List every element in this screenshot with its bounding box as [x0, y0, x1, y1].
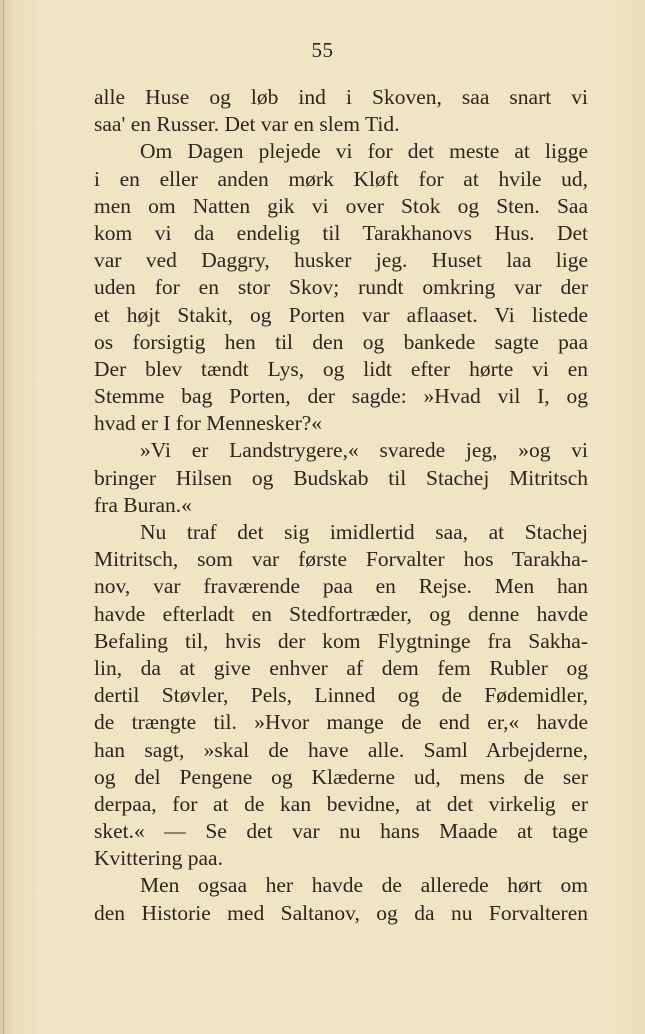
- text-line: Mitritsch, som var første Forvalter hos Tarakha-: [94, 547, 588, 572]
- text-line: Om Dagen plejede vi for det meste at ligge: [140, 139, 588, 164]
- text-line: sket.« — Se det var nu hans Maade at tage: [94, 819, 588, 844]
- text-line: og del Pengene og Klæderne ud, mens de ser: [94, 764, 588, 789]
- text-line: var ved Daggry, husker jeg. Huset laa lige: [94, 248, 588, 273]
- text-line: kom vi da endelig til Tarakhanovs Hus. Det: [94, 220, 588, 245]
- text-line: »Vi er Landstrygere,« svarede jeg, »og vi: [140, 438, 588, 463]
- text-line: men om Natten gik vi over Stok og Sten. Saa: [94, 193, 588, 218]
- text-line: saa' en Russer. Det var en slem Tid.: [94, 112, 400, 137]
- text-line: fra Buran.«: [94, 492, 192, 517]
- text-line: os forsigtig hen til den og bankede sagte paa: [94, 329, 588, 354]
- text-line: de trængte til. »Hvor mange de end er,« havde: [94, 710, 588, 735]
- text-line: et højt Stakit, og Porten var aflaaset. Vi listede: [94, 302, 588, 327]
- text-line: Der blev tændt Lys, og lidt efter hørte vi en: [94, 356, 588, 381]
- text-line: nov, var fraværende paa en Rejse. Men han: [94, 574, 588, 599]
- page-edge: [3, 0, 4, 1034]
- text-line: Kvittering paa.: [94, 846, 223, 871]
- page-number: 55: [311, 38, 334, 62]
- text-line: alle Huse og løb ind i Skoven, saa snart vi: [94, 85, 588, 109]
- text-line: han sagt, »skal de have alle. Saml Arbejderne,: [94, 737, 588, 762]
- text-line: Men ogsaa her havde de allerede hørt om: [140, 873, 588, 898]
- text-line: dertil Støvler, Pels, Linned og de Fødemidler,: [94, 683, 588, 708]
- text-line: derpaa, for at de kan bevidne, at det virkelig er: [94, 791, 588, 816]
- text-line: Stemme bag Porten, der sagde: »Hvad vil I, og: [94, 384, 588, 409]
- text-line: Nu traf det sig imidlertid saa, at Stachej: [140, 520, 588, 544]
- text-line: havde efterladt en Stedfortræder, og denne havde: [94, 601, 588, 626]
- text-line: Befaling til, hvis der kom Flygtninge fra Sakha-: [94, 628, 588, 653]
- text-line: hvad er I for Mennesker?«: [94, 411, 323, 436]
- body-text: [94, 84, 588, 927]
- text-line: uden for en stor Skov; rundt omkring var der: [94, 275, 588, 300]
- text-line: den Historie med Saltanov, og da nu Forvalteren: [94, 900, 588, 925]
- text-line: lin, da at give enhver af dem fem Rubler og: [94, 655, 588, 680]
- text-line: i en eller anden mørk Kløft for at hvile ud,: [94, 166, 588, 191]
- text-line: bringer Hilsen og Budskab til Stachej Mitritsch: [94, 465, 588, 490]
